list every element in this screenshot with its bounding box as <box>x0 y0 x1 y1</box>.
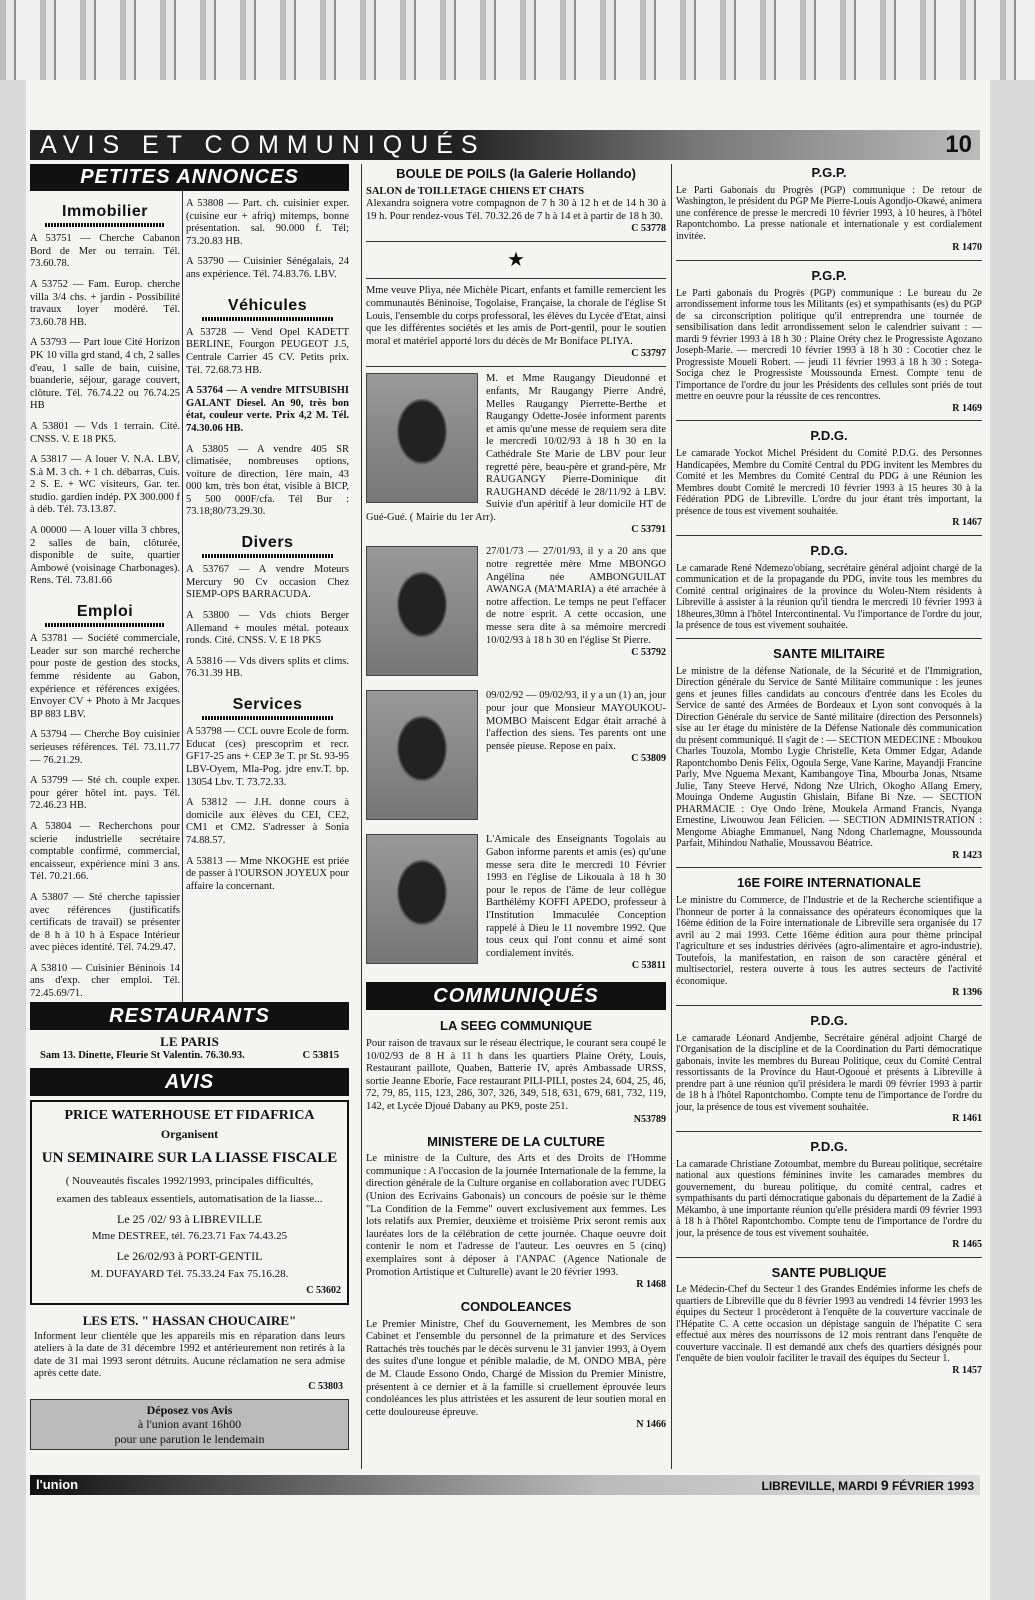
newspaper-page <box>26 80 990 1600</box>
services-heading: Services <box>186 695 349 720</box>
notice-text: Le Parti Gabonais du Progrès (PGP) communique : De retour de Washington, le président du PGP Me Pierre-Louis Agondjo-Okawé, animera une conférence de presse le mercredi 10 février 1993, à 10 heures, à l'hôtel Rapontchombo. La presse nationale et internationale y est cordialement invitée. <box>676 184 982 242</box>
column-divider <box>361 164 362 1469</box>
classified-ad: A 53810 — Cuisinier Béninois 14 ans d'exp. cher emploi. Tél. 72.45.69/71. <box>30 962 180 1000</box>
classified-ad: A 53794 — Cherche Boy cuisinier serieuses références. Tél. 73.11.77 — 76.21.29. <box>30 729 180 766</box>
notice-ref: R 1469 <box>952 402 982 414</box>
boule-text: Alexandra soignera votre compagnon de 7 h 30 à 12 h et de 14 h 30 à 19 h. Pour rendez-vous Tél. 70.32.26 de 7 h à 14 et à partir de 18 h 30. <box>366 198 666 222</box>
notice-ref: R 1457 <box>952 1364 982 1376</box>
classified-ad: A 53801 — Vds 1 terrain. Cité. CNSS. V. E 18 PK5. <box>30 420 180 445</box>
separator <box>676 1257 982 1258</box>
classified-ad: A 53816 — Vds divers splits et clims. 76.31.39 HB. <box>186 655 349 680</box>
deposit-line-2: à l'union avant 16h00 <box>137 1417 242 1432</box>
classified-ad: A 53767 — A vendre Moteurs Mercury 90 Cv occasion Chez SIEMP-OPS BARRACUDA. <box>186 564 349 601</box>
column-3 <box>366 164 666 1431</box>
column-4 <box>676 164 982 1376</box>
obituary-text: 27/01/73 — 27/01/93, il y a 20 ans que notre regrettée mère Mme MBONGO Angélina née AMBONGUILAT AWANGA (MA'MARIA) a été arrachée à notre affection. Le temps ne peut l'effacer de notre esprit. A cette occasion, une messe sera dite à sa mémoire mercredi 10/02/93 à 18 h 30 en l'église St Pierre. <box>486 546 666 646</box>
classified-ad: A 53764 — A vendre MITSUBISHI GALANT Diesel. An 90, très bon état, couleur verte. Prix 4,2 M. Tél. 74.30.06 HB. <box>186 385 349 434</box>
restaurants-banner: RESTAURANTS <box>30 1002 349 1030</box>
avis-banner: AVIS <box>30 1068 349 1096</box>
hassan-ref: C 53803 <box>308 1380 343 1392</box>
obituary-ref: C 53791 <box>631 524 666 536</box>
vehicules-heading: Véhicules <box>186 296 349 321</box>
separator <box>676 260 982 261</box>
page-number: 10 <box>945 131 972 158</box>
date-prefix: LIBREVILLE, MARDI <box>761 1479 881 1493</box>
pliya-notice: Mme veuve Pliya, née Michèle Picart, enfants et famille remercient les communautés Béninoise, Togolaise, Française, la chorale de l'église St Louis, l'ensemble du corps professoral, les élèves du Lycée d'Etat, ainsi que les différentes sociétés et les amis de Port-gentil, pour le soutien moral et matériel apporté lors du décès de Mr Boniface PLIYA. <box>366 285 666 347</box>
classified-ad: A 53781 — Société commerciale, Leader sur son marché recherche pour poste de gestion des stocks, femme résidente au Gabon, expérience et références exigées. Envoyer CV + Photo à Mr Jacques BP 883 LBV. <box>30 633 180 720</box>
seminar-date-2: Le 26/02/93 à PORT-GENTIL <box>116 1249 263 1264</box>
pliya-ref: C 53797 <box>631 348 666 360</box>
column-2 <box>186 198 349 901</box>
seeg-text: Pour raison de travaux sur le réseau électrique, le courant sera coupé le 10/02/93 de 8 H à 11 h dans les quartiers Plaine Oréty, Louis, Restaurant paillote, Quaben, Batterie IV, après Ambassade URSS, sortie Jeanne Eborie, Face restaurant PILI-PILI, postes 24, 604, 25, 46, 72, 79, 85, 115, 123, 286, 307, 326, 349, 518, 631, 679, 681, 732, 119, 142, et Lycée Djoué Dabany au PK9, poste 251. <box>366 1038 666 1112</box>
notice-title: P.D.G. <box>810 428 848 444</box>
notice-title: 16E FOIRE INTERNATIONALE <box>737 875 921 891</box>
notice-ref: R 1470 <box>952 242 982 254</box>
notice-ref: R 1467 <box>952 517 982 529</box>
notice-ref: R 1465 <box>952 1239 982 1250</box>
classified-ad: A 53728 — Vend Opel KADETT BERLINE, Fourgon PEUGEOT J.5, Centrale Carrier 45 CV. Petits prix. Tél. 72.68.73 HB. <box>186 326 349 376</box>
page-header <box>30 130 980 160</box>
scan-top-margin <box>0 0 1035 80</box>
deposit-line-1: Déposez vos Avis <box>146 1402 233 1417</box>
issue-date <box>761 1475 974 1496</box>
seminar-title: UN SEMINAIRE SUR LA LIASSE FISCALE <box>41 1150 338 1167</box>
classified-ad: A 53817 — A louer V. N.A. LBV, S.à M. 3 ch. + 1 ch. débarras, Cuis. 2 S. E. + WC visiteurs, Gar. ter. studio. gardien indép. PX 300.000 f à déb. Tél. 73.13.87. <box>30 454 180 516</box>
le-paris-row <box>30 1050 349 1063</box>
obituary-ref: C 53811 <box>631 960 666 972</box>
culture-text: Le ministre de la Culture, des Arts et des Droits de l'Homme communique : A l'occasion de la journée Internationale de la femme, la direction générale de la Culture organise en collaboration avec l'UDEG (Union des Ecrivains Gabonais) un concours de poésie sur le thème "La Condition de la Femme" ouvert exclusivement aux femmes. Les lots relatifs aux Premier, deuxième et troisième Prix seront remis aux lauréates lors de la célébration de cette journée. Chaque oeuvre doit contenir le nom et l'adresse de l'auteur. Les oeuvres en 5 (cinq) exemplaires sont à déposer à l'ANPAC (Agence Nationale de Promotion Artistique et Culturelle) avant le 20 février 1993. <box>366 1153 666 1278</box>
obituary-text: 09/02/92 — 09/02/93, il y a un (1) an, jour pour jour que Monsieur MAYOUKOU-MOMBO Maiscent Edgar était arraché à l'affection des siens. Tes parents ont une pensée pieuse. Repose en paix. <box>486 690 666 752</box>
condoleances-text: Le Premier Ministre, Chef du Gouvernement, les Membres de son Cabinet et l'ensemble du personnel de la primature et des Services Rattachés très touchés par le décès survenu le 31 janvier 1993, à Oyem des suites d'une longue et pénible maladie, de M. ONDO MBA, père de M. Claude Essono Ondo, Chargé de Mission du Premier Ministre, présentent à ce dernier et à la famille si cruellement éprouvée leurs condoléances les plus attristées et les assurent de leur soutien moral en cette douloureuse épreuve. <box>366 1318 666 1418</box>
date-day: 9 <box>880 1477 889 1493</box>
seminar-date-1: Le 25 /02/ 93 à LIBREVILLE <box>117 1211 262 1226</box>
notice-title: SANTE MILITAIRE <box>773 645 885 661</box>
separator <box>676 535 982 536</box>
seminar-ref: C 53602 <box>306 1284 341 1296</box>
separator <box>676 638 982 639</box>
culture-title: MINISTERE DE LA CULTURE <box>427 1133 605 1149</box>
seeg-ref: N53789 <box>633 1113 666 1125</box>
notice-title: P.D.G. <box>810 542 848 558</box>
deposit-line-3: pour une parution le lendemain <box>114 1431 265 1446</box>
petites-annonces-banner: PETITES ANNONCES <box>30 164 349 191</box>
separator <box>366 278 666 279</box>
notice-text: Le ministre du Commerce, de l'Industrie et de la Recherche scientifique a l'honneur de porter à la connaissance des opérateurs économiques que la 16ème édition de la Foire internationale de Libreville sera organisée du 17 avril au 2 mai 1993. Cette 16ème édition aura pour thème principal l'agriculture et ses industries dérivées (agro-alimentaire et agro-industrie). Toutefois, la manifestation, en raison de son caractère général et multisectoriel, restera ouverte à tous les autres secteurs de l'activité économique. <box>676 895 982 987</box>
star-ornament: ★ <box>507 249 525 272</box>
classified-ad: A 53793 — Part loue Cité Horizon PK 10 villa grd stand, 4 ch, 2 salles d'eau, 1 salle de bain, cuisine, buanderie, séjour, garage couvert, clôture. Tél. 76.74.22 ou 76.74.25 HB <box>30 337 180 412</box>
separator <box>366 241 666 242</box>
notice-title: P.G.P. <box>811 165 847 180</box>
column-divider <box>182 164 183 1004</box>
notice-ref: R 1396 <box>952 987 982 999</box>
portrait-photo <box>366 546 478 676</box>
le-paris-title: LE PARIS <box>160 1034 219 1049</box>
seminar-desc: examen des tableaux essentiels, automatisation de la liasse... <box>56 1192 323 1205</box>
seminar-box <box>30 1100 349 1305</box>
classified-ad: A 53807 — Sté cherche tapissier avec références (justificatifs certificats de travail) se présenter de 8 h à 10 h à Espace Intérieur avec pièces identité. Tél. 74.29.47. <box>30 891 180 954</box>
seminar-organise: Organisent <box>160 1126 219 1141</box>
deposit-box <box>30 1399 349 1450</box>
classified-ad: A 53805 — A vendre 405 SR climatisée, nombreuses options, voiture de direction, 1ère main, 43 000 km, très bon état, visible à BICP, 5 500 000F/cfa. Tél Bur : 73.18;80/73.29.30. <box>186 443 349 518</box>
portrait-photo <box>366 690 478 820</box>
notice-ref: R 1423 <box>952 849 982 861</box>
petites-annonces-banner-wrap <box>30 164 349 191</box>
classified-ad: A 53812 — J.H. donne cours à domicile aux élèves du CEI, CE2, CM1 et CM2. S'adresser à Sonia 74.88.57. <box>186 797 349 846</box>
obituary-text: L'Amicale des Enseignants Togolais au Gabon informe parents et amis (es) qu'une messe sera dite le mercredi 10 Février 1993 en l'église de Likouala à 18 h 30 pour le repos de l'âme de leur collègue Barthélémy KOFFI APEDO, professeur à l'Institution Immaculée Conception rappelé à Dieu le 11 novembre 1992. Que tous ceux qui l'ont connu et aimé sont cordialement invités. <box>486 834 666 959</box>
notice-ref: R 1461 <box>952 1113 982 1125</box>
obituary <box>366 834 666 972</box>
notice-title: SANTE PUBLIQUE <box>771 1264 887 1280</box>
separator <box>676 1131 982 1132</box>
obituary-ref: C 53809 <box>631 753 666 765</box>
column-1 <box>30 198 180 1009</box>
notice-text: Le ministre de la défense Nationale, de la Sécurité et de l'Immigration, Direction générale du Service de Santé Militaire communique : les jeunes gens et jeunes filles candidats au concours d'entrée dans les Ecoles du Service de santé des Armées de Bordeaux et Lyon sont convoqués à la Direction Générale du service de Santé militaire (direction des Personnels) sise au 1er étage du ministère de la Défense Nationale dès communication du présent communiqué. Il s'agit de : — SECTION MEDECINE : Mboukou Charles Touzola, Mombo Lygie Christelle, Keta Ommer Edgar, Adande Rapontchombo Denis Félix, Ogoula Serge, Vane Karine, Mayandji Francine Parly, Mve Nguema Mexant, Kambangoye Tina, Mbourba Jonas, Ntsame Julie, Tany Steeve Hervé, Ndong Nze Ulrich, Okogho Allang Emery, Mouinga Ondeme Augustin Ghislain, Bifane Bi Nze. — SECTION PHARMACIE : Oye Ondo Irène, Moukela Armand Francis, Nyanga Ernestine, Liwouwou Jean Félicien. — SECTION ADMINISTRATION : Mengome Abiaghe Emmanuel, Nang Ndong Charlemagne, Moussounda Parfait, Mihindou Nathalie, Moussavou Béatrice. <box>676 665 982 850</box>
classified-ad: A 53751 — Cherche Cabanon Bord de Mer ou terrain. Tél. 73.60.78. <box>30 233 180 270</box>
classified-ad: A 53790 — Cuisinier Sénégalais, 24 ans expérience. Tél. 74.83.76. LBV. <box>186 256 349 280</box>
notice-title: P.G.P. <box>811 267 847 283</box>
boule-ref: C 53778 <box>631 223 666 235</box>
hassan-text: Informent leur clientèle que les appareils mis en réparation dans leurs ateliers à la date de 31 décembre 1992 et antérieurement non retirés à la date de 31 mai 1993 seront détruits. Aucune réclamation ne sera admise après cette date. <box>34 1330 345 1380</box>
notice-text: Le Parti gabonais du Progrès (PGP) communique : Le bureau du 2e arrondissement informe tous les Militants (es) et sympathisants (es) du PGP de sa circonscription politique qu'il entreprendra une tournée de sensibilisation dans ledit arrondissement selon le calendrier suivant : — mardi 9 février 1993 à 18 h 30 : Plaine Oréty chez le Progressiste Agozano Joseph-Marie. — mercredi 10 février 1993 à 18 h 30 : Cocotier chez le Progressiste Moueli Robert. — jeudi 11 février 1993 à 18 h 30 : Sotega-Sociga chez le Progressiste Moussounda Ernest. Compte tenu de l'importance de l'ordre du jour les Présidents des cellules sont priés de tout mettre en oeuvre pour la réussite de ces rencontres. <box>676 287 982 403</box>
classified-ad: A 53798 — CCL ouvre Ecole de form. Educat (ces) prescoprim et recr. GF17-25 ans + CEP 3e T. pr St. 93-95 LBV-Oyem, Mla-Pog. jdre env.T. bp. 13054 Lbv. T. 73.72.33. <box>186 726 349 788</box>
newspaper-name: l'union <box>36 1477 79 1492</box>
obituary <box>366 690 666 824</box>
notice-text: Le Médecin-Chef du Secteur 1 des Grandes Endémies informe les chefs de quartiers de Libreville que du 8 février 1993 au vendredi 14 février 1993 les équipes du Secteur 1 procèderont à l'enquête de la couverture vaccinale de l'Hépatite C. A cette occasion un dépistage sanguin de l'hépatite C sera effectué aux mères des nourrissons de 12 mois rentrant dans l'enquête de couverture vaccinale. Il est demandé aux chefs des quartiers désignés pour l'enquête de bien vouloir faciliter le travail des équipes du Secteur 1. <box>676 1284 982 1365</box>
le-paris-ref: C 53815 <box>302 1049 339 1061</box>
notice-text: Le camarade René Ndemezo'obiang, secrétaire général adjoint chargé de la communication et de la propagande du PDG, invite tous les membres du Comité central originaires de la province du Woleu-Ntem résidents à Libreville à assister à la réunion qu'il tiendra le mercredi 10 février 1993 à 18heures,30mn à l'hôtel Intercontinental. Vu l'importance de l'ordre du jour, la présence de tous est vivement souhaitée. <box>676 562 982 632</box>
seminar-contact-2: M. DUFAYARD Tél. 75.33.24 Fax 75.16.28. <box>90 1267 289 1280</box>
obituary <box>366 546 666 680</box>
notice-text: La camarade Christiane Zotoumbat, membre du Bureau politique, secrétaire national aux questions féminines invite les camarades membres du gouvernement, du bureau politique, du comité central, cadres et sympathisants du parti démocratique gabonais du département de la Zadié à Mékambo, à une importante réunion qu'elle présidera mardi 09 février 1993 à 18 h à l'hôtel Rapontchombo. Compte tenu de l'importance de l'ordre du jour, la présence de tous est vivement souhaitée. <box>676 1158 982 1239</box>
separator <box>676 867 982 868</box>
communiques-banner: COMMUNIQUÉS <box>366 982 666 1010</box>
separator <box>676 1005 982 1006</box>
classified-ad: A 53804 — Recherchons pour scierie industrielle secrétaire comptable confirmé, commercial, encaisseur, expérience mini 3 ans. Tél. 70.21.66. <box>30 820 180 883</box>
condoleances-title: CONDOLEANCES <box>460 1299 572 1315</box>
notice-title: P.D.G. <box>810 1012 848 1028</box>
obituary <box>366 373 666 536</box>
separator <box>366 366 666 367</box>
culture-ref: R 1468 <box>636 1279 666 1291</box>
seminar-desc: ( Nouveautés fiscales 1992/1993, principales difficultés, <box>65 1175 314 1188</box>
notice-text: Le camarade Léonard Andjembe, Secrétaire général adjoint Chargé de l'Organisation de la discipline et de la Coordination du Parti démocratique gabonais, invite les membres du Bureau Politique, ceux du Comité Central ressortissants de la Province du Haut-Ogooué et présents à Libreville à prendre part à une réunion qu'il présidera le mardi 09 février 1993 à partir de 18 h à l'hôtel Rapontchombo. Compte tenu de l'importance de l'ordre du jour, la présence de tous est vivement souhaitée. <box>676 1032 982 1113</box>
left-bottom-block <box>30 1002 349 1450</box>
obituary-text: M. et Mme Raugangy Dieudonné et enfants, Mr Raugangy Pierre André, Melles Raugangy Pierrette-Berthe et Raugangy Odette-Josée informent parents et amis qu'une messe de requiem sera dite le mercredi 10/02/93 à 18 h 30 en la Cathédrale Ste Marie de LBV pour leur regretté père, beau-père et grand-père, Mr RAUGANGY Pierre-Dominique dit RAUGHAND décédé le 28/11/92 à LBV. Suivie d'un apéritif à leur domicile HT de Gué-Gué. ( Mairie du 1er Arr). <box>366 373 666 523</box>
section-title: AVIS ET COMMUNIQUÉS <box>40 131 486 159</box>
classified-ad: A 53799 — Sté ch. couple exper. pour gérer hôtel int. pays. Tél. 72.46.23 HB. <box>30 775 180 812</box>
le-paris-text: Sam 13. Dinette, Fleurie St Valentin. 76.30.93. <box>40 1049 245 1061</box>
page-footer <box>30 1475 980 1495</box>
classified-ad: A 00000 — A louer villa 3 chbres, 2 salles de bain, clôturée, disponible de suite, quartier Ambowé (voisinage Charbonages). Rens. Tél. 73.81.66 <box>30 525 180 587</box>
condoleances-ref: N 1466 <box>636 1419 666 1431</box>
classified-ad: A 53752 — Fam. Europ. cherche villa 3/4 chs. + jardin - Possibilité travaux loyer modéré. Tél. 73.60.78 HB. <box>30 278 180 328</box>
boule-title: BOULE DE POILS (la Galerie Hollando) <box>396 166 636 181</box>
classified-ad: A 53808 — Part. ch. cuisinier exper. (cuisine eur + afriq) mitemps, bonne présentation. sal. 90.000 f. Tél; 73.20.83 HB. <box>186 198 349 247</box>
portrait-photo <box>366 834 478 964</box>
column-divider <box>671 164 672 1469</box>
seminar-contact-1: Mme DESTREE, tél. 76.23.71 Fax 74.43.25 <box>91 1230 288 1243</box>
divers-heading: Divers <box>186 533 349 558</box>
seminar-org: PRICE WATERHOUSE ET FIDAFRICA <box>64 1108 315 1124</box>
classified-ad: A 53800 — Vds chiots Berger Allemand + moules métal. poteaux ronds. Cité. CNSS. V. E 18 PK5 <box>186 610 349 647</box>
boule-subtitle: SALON de TOILLETAGE CHIENS ET CHATS <box>366 185 585 197</box>
obituary-ref: C 53792 <box>631 647 666 659</box>
notice-title: P.D.G. <box>810 1138 848 1154</box>
separator <box>676 420 982 421</box>
classified-ad: A 53813 — Mme NKOGHE est priée de passer à l'OURSON JOYEUX pour affaire la concernant. <box>186 855 349 892</box>
emploi-heading: Emploi <box>30 602 180 627</box>
seeg-title: LA SEEG COMMUNIQUE <box>440 1018 592 1034</box>
date-suffix: FÉVRIER 1993 <box>888 1479 974 1493</box>
notice-text: Le camarade Yockot Michel Président du Comité P.D.G. des Personnes Handicapées, Membre du Comité Central du PDG invitent les Membres du Comité et les Membres du Comité Central du PDG à une Réunion les Membres doubt Comité le mercredi 10 février 1993 à 15 heures 30 à la Fédération PDG de Libreville. L'ordre du jour étant très important, la présence de tous est vivement souhaitée. <box>676 448 982 517</box>
hassan-title: LES ETS. " HASSAN CHOUCAIRE" <box>82 1312 297 1328</box>
immobilier-heading: Immobilier <box>30 202 180 227</box>
portrait-photo <box>366 373 478 503</box>
